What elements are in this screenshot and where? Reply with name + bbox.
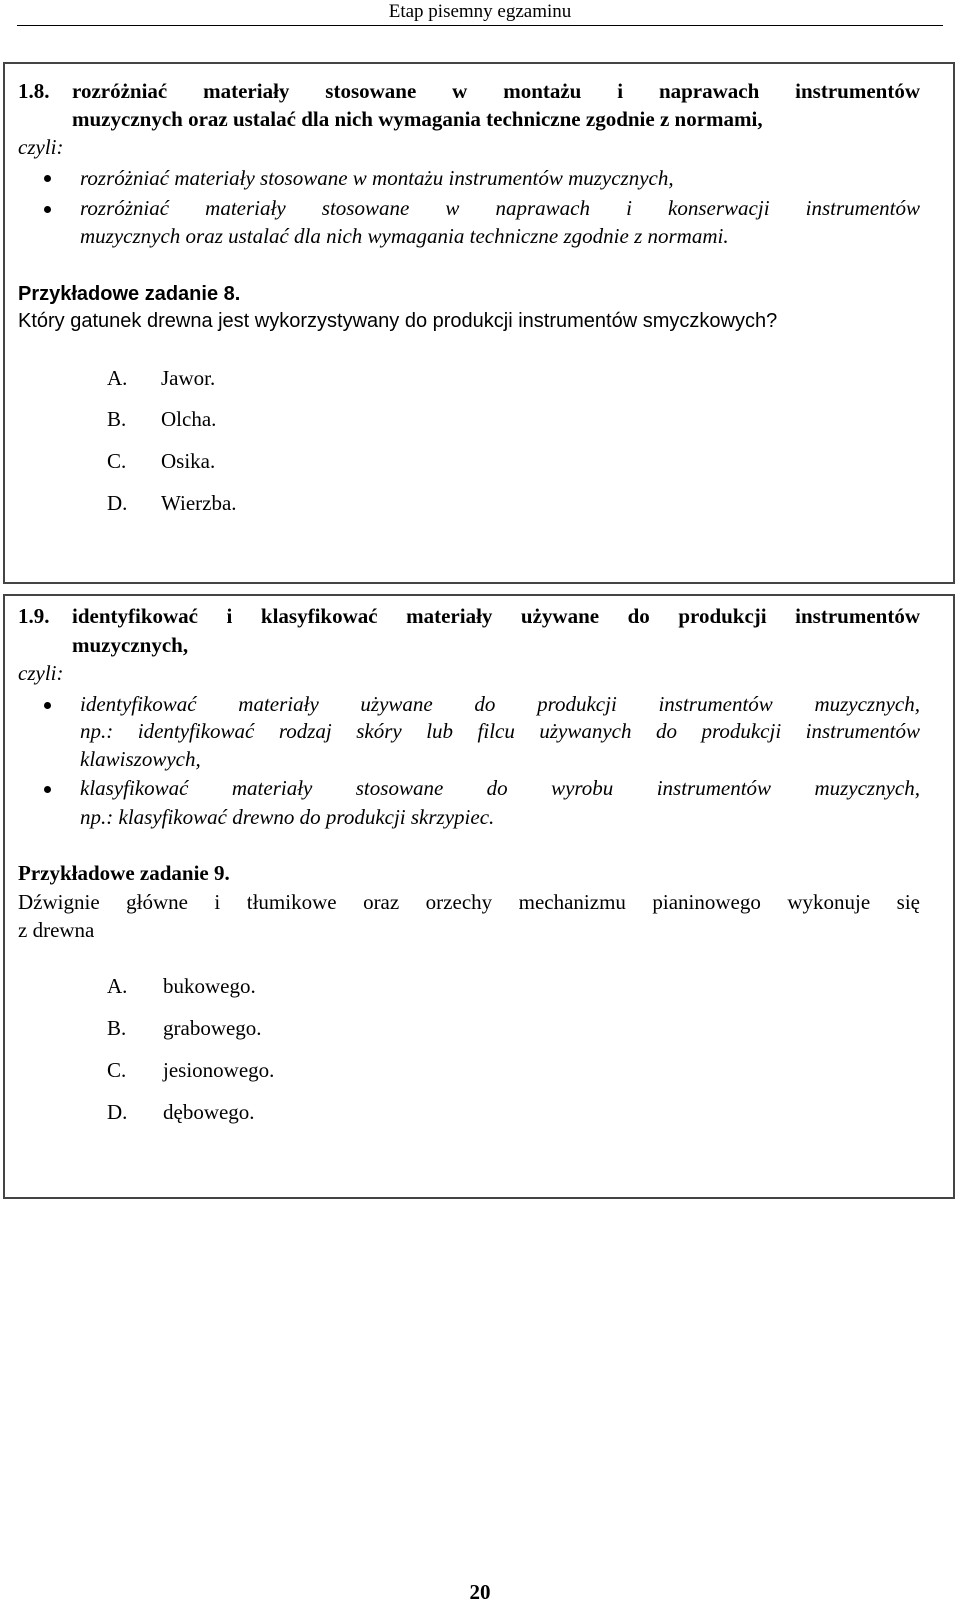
task-8-option-c-text: Osika. xyxy=(161,449,216,473)
task-9-option-a-letter: A. xyxy=(107,974,128,998)
task-9-title: Przykładowe zadanie 9. xyxy=(18,861,230,885)
section-1-9-number: 1.9. xyxy=(18,604,50,628)
section-1-8-czyli: czyli: xyxy=(18,135,64,159)
task-8-option-c-letter: C. xyxy=(107,449,127,473)
task-9-option-d-text: dębowego. xyxy=(163,1100,255,1124)
section-1-8-bullet-1: rozróżniać materiały stosowane w montażu instrumentów muzycznych, xyxy=(80,166,674,190)
section-1-9-bullet-2-line2: np.: klasyfikować drewno do produkcji skrzypiec. xyxy=(80,805,495,829)
task-9-option-b-text: grabowego. xyxy=(163,1016,262,1040)
task-9-question-line2: z drewna xyxy=(18,918,95,942)
task-9-option-c-text: jesionowego. xyxy=(163,1058,275,1082)
section-1-8-heading-line2: muzycznych oraz ustalać dla nich wymagania techniczne zgodnie z normami, xyxy=(72,107,763,131)
task-8-option-b-letter: B. xyxy=(107,407,127,431)
section-1-8-number: 1.8. xyxy=(18,79,50,103)
section-1-9-heading-line2: muzycznych, xyxy=(72,633,189,657)
section-1-9-bullet-1-line2: np.: identyfikować rodzaj skóry lub filcu używanych do produkcji instrumentów xyxy=(80,719,920,743)
section-1-9-czyli: czyli: xyxy=(18,661,64,685)
task-8-option-d-letter: D. xyxy=(107,491,128,515)
task-9-option-c-letter: C. xyxy=(107,1058,127,1082)
task-8-option-d-text: Wierzba. xyxy=(161,491,237,515)
task-9-option-d-letter: D. xyxy=(107,1100,128,1124)
section-1-8-bullet-2-line1: rozróżniać materiały stosowane w naprawach i konserwacji instrumentów xyxy=(80,196,920,220)
bullet-icon xyxy=(44,702,51,709)
bullet-icon xyxy=(44,786,51,793)
section-1-9-heading-line1: identyfikować i klasyfikować materiały używane do produkcji instrumentów xyxy=(72,604,920,628)
section-1-8-heading-line1: rozróżniać materiały stosowane w montażu i naprawach instrumentów xyxy=(72,79,920,103)
task-8-question: Który gatunek drewna jest wykorzystywany do produkcji instrumentów smyczkowych? xyxy=(18,310,778,332)
page-header: Etap pisemny egzaminu xyxy=(388,1,572,22)
task-8-title: Przykładowe zadanie 8. xyxy=(18,283,241,305)
task-8-option-a-text: Jawor. xyxy=(161,366,216,390)
header-rule xyxy=(17,25,943,26)
page-number: 20 xyxy=(469,1580,491,1604)
task-9-question-line1: Dźwignie główne i tłumikowe oraz orzechy mechanizmu pianinowego wykonuje się xyxy=(18,890,920,914)
task-9-option-a-text: bukowego. xyxy=(163,974,256,998)
section-1-9-bullet-1-line1: identyfikować materiały używane do produkcji instrumentów muzycznych, xyxy=(80,692,920,716)
section-1-9-bullet-2-line1: klasyfikować materiały stosowane do wyrobu instrumentów muzycznych, xyxy=(80,776,920,800)
bullet-icon xyxy=(44,206,51,213)
task-9-option-b-letter: B. xyxy=(107,1016,127,1040)
task-8-option-b-text: Olcha. xyxy=(161,407,217,431)
bullet-icon xyxy=(44,175,51,182)
section-1-9-bullet-1-line3: klawiszowych, xyxy=(80,747,201,771)
section-1-8-bullet-2-line2: muzycznych oraz ustalać dla nich wymagania techniczne zgodnie z normami. xyxy=(80,224,729,248)
task-8-option-a-letter: A. xyxy=(107,366,128,390)
